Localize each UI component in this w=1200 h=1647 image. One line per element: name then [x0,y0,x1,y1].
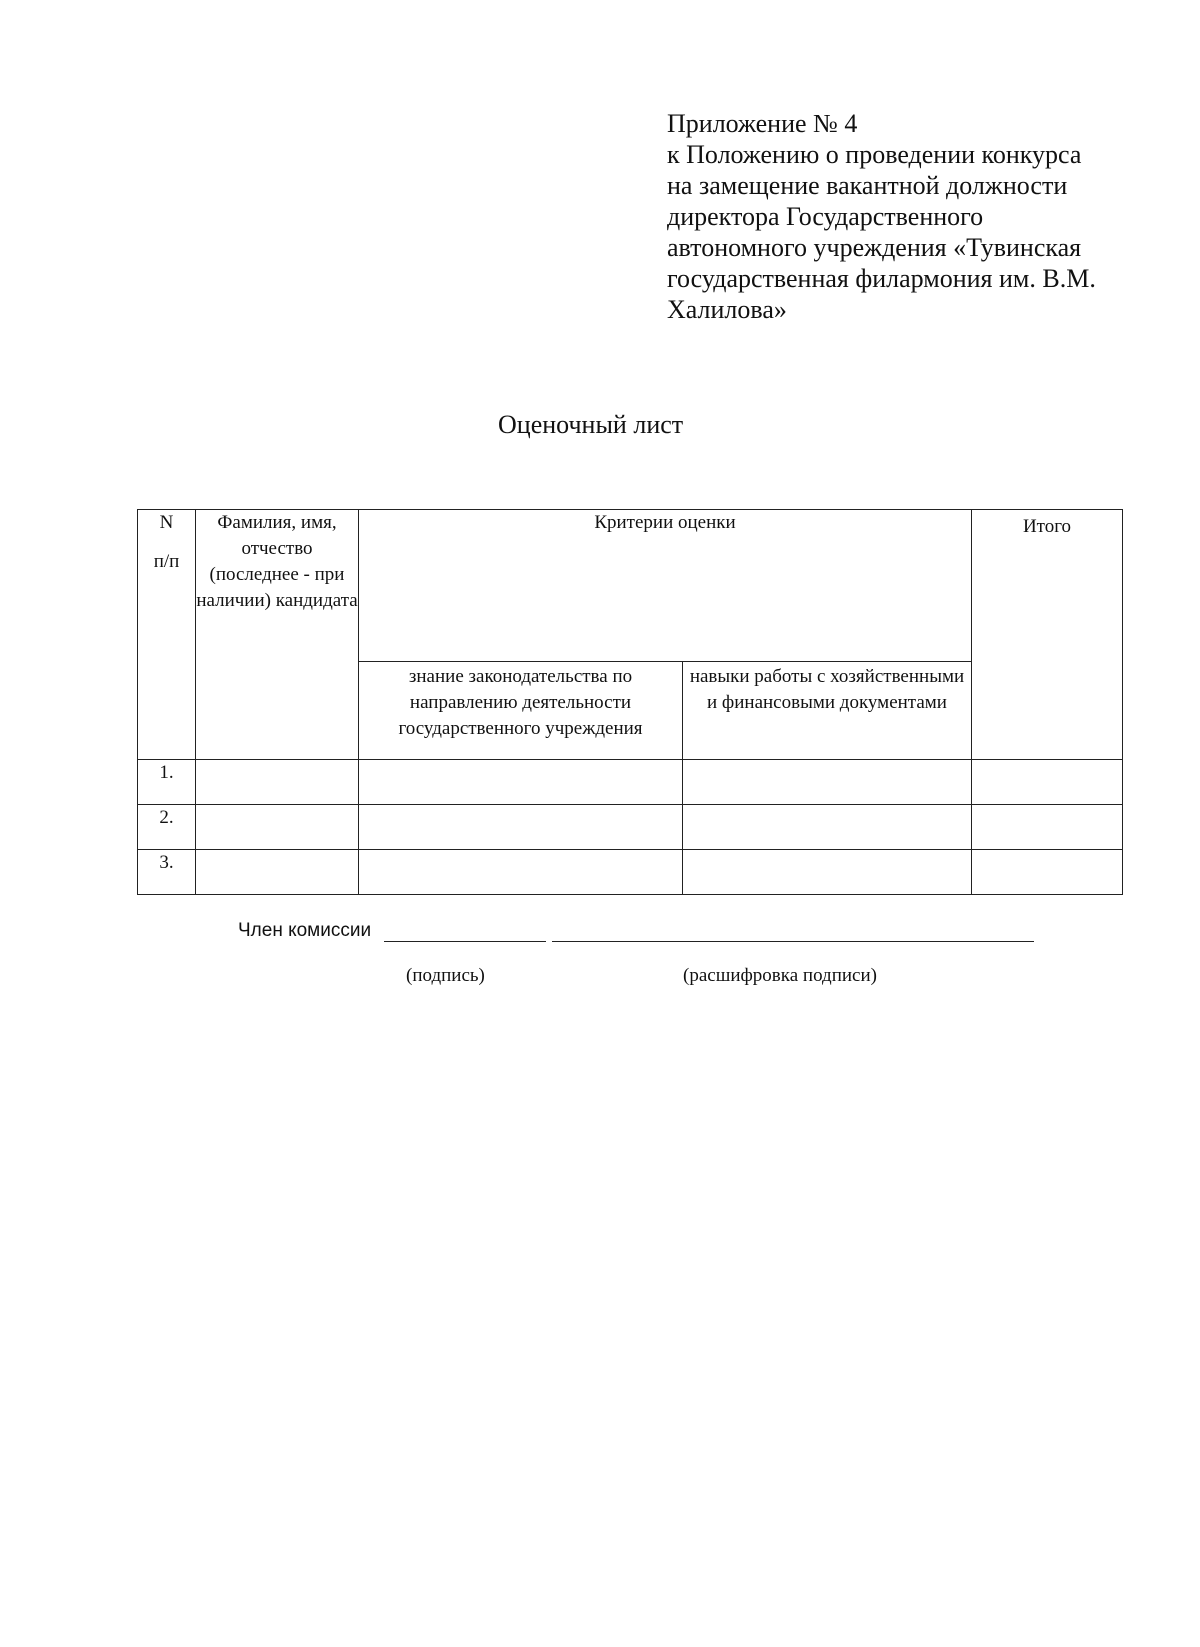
header-number [138,510,196,760]
header-criteria [359,510,972,662]
signature-decode-caption: (расшифровка подписи) [683,965,877,986]
appendix-line: Приложение № 4 [667,109,858,138]
header-fio [196,510,359,760]
appendix-line: государственная филармония им. В.М. [667,264,1096,293]
cell-criterion-2 [683,805,972,850]
cell-fio [196,760,359,805]
row-number: 2. [138,805,196,850]
cell-criterion-2 [683,760,972,805]
evaluation-table [137,509,1123,895]
document-title: Оценочный лист [498,410,684,439]
appendix-header [667,108,1157,325]
cell-total [972,760,1123,805]
signature-underline [384,941,546,942]
table-row [138,850,1123,895]
cell-total [972,805,1123,850]
cell-criterion-1 [359,760,683,805]
signature-label: Член комиссии [238,920,372,941]
header-fio-text: Фамилия, имя, отчество (последнее - при наличии) кандидата [196,512,358,611]
appendix-line: Халилова» [667,295,787,324]
appendix-line: на замещение вакантной должности [667,171,1068,200]
appendix-line: к Положению о проведении конкурса [667,140,1082,169]
header-number-line2: п/п [153,551,180,572]
header-criteria-text: Критерии оценки [594,512,736,533]
cell-fio [196,850,359,895]
criterion-legislation-text: знание законодательства по направлению деятельности государственного учреждения [398,666,643,739]
cell-criterion-1 [359,850,683,895]
row-number: 1. [138,760,196,805]
signature-caption: (подпись) [406,965,485,986]
table-row [138,760,1123,805]
signature-decode-underline [552,941,1034,942]
appendix-line: автономного учреждения «Тувинская [667,233,1082,262]
row-number: 3. [138,850,196,895]
cell-criterion-2 [683,850,972,895]
criterion-documents-text: навыки работы с хозяйственными и финансовыми документами [689,666,965,713]
header-total [972,510,1123,760]
appendix-line: директора Государственного [667,202,984,231]
criterion-documents [683,662,972,760]
criterion-legislation [359,662,683,760]
table-row [138,805,1123,850]
header-total-text: Итого [1022,516,1072,537]
cell-fio [196,805,359,850]
cell-total [972,850,1123,895]
cell-criterion-1 [359,805,683,850]
table-header-row [138,510,1123,662]
header-number-line1: N [159,512,174,533]
